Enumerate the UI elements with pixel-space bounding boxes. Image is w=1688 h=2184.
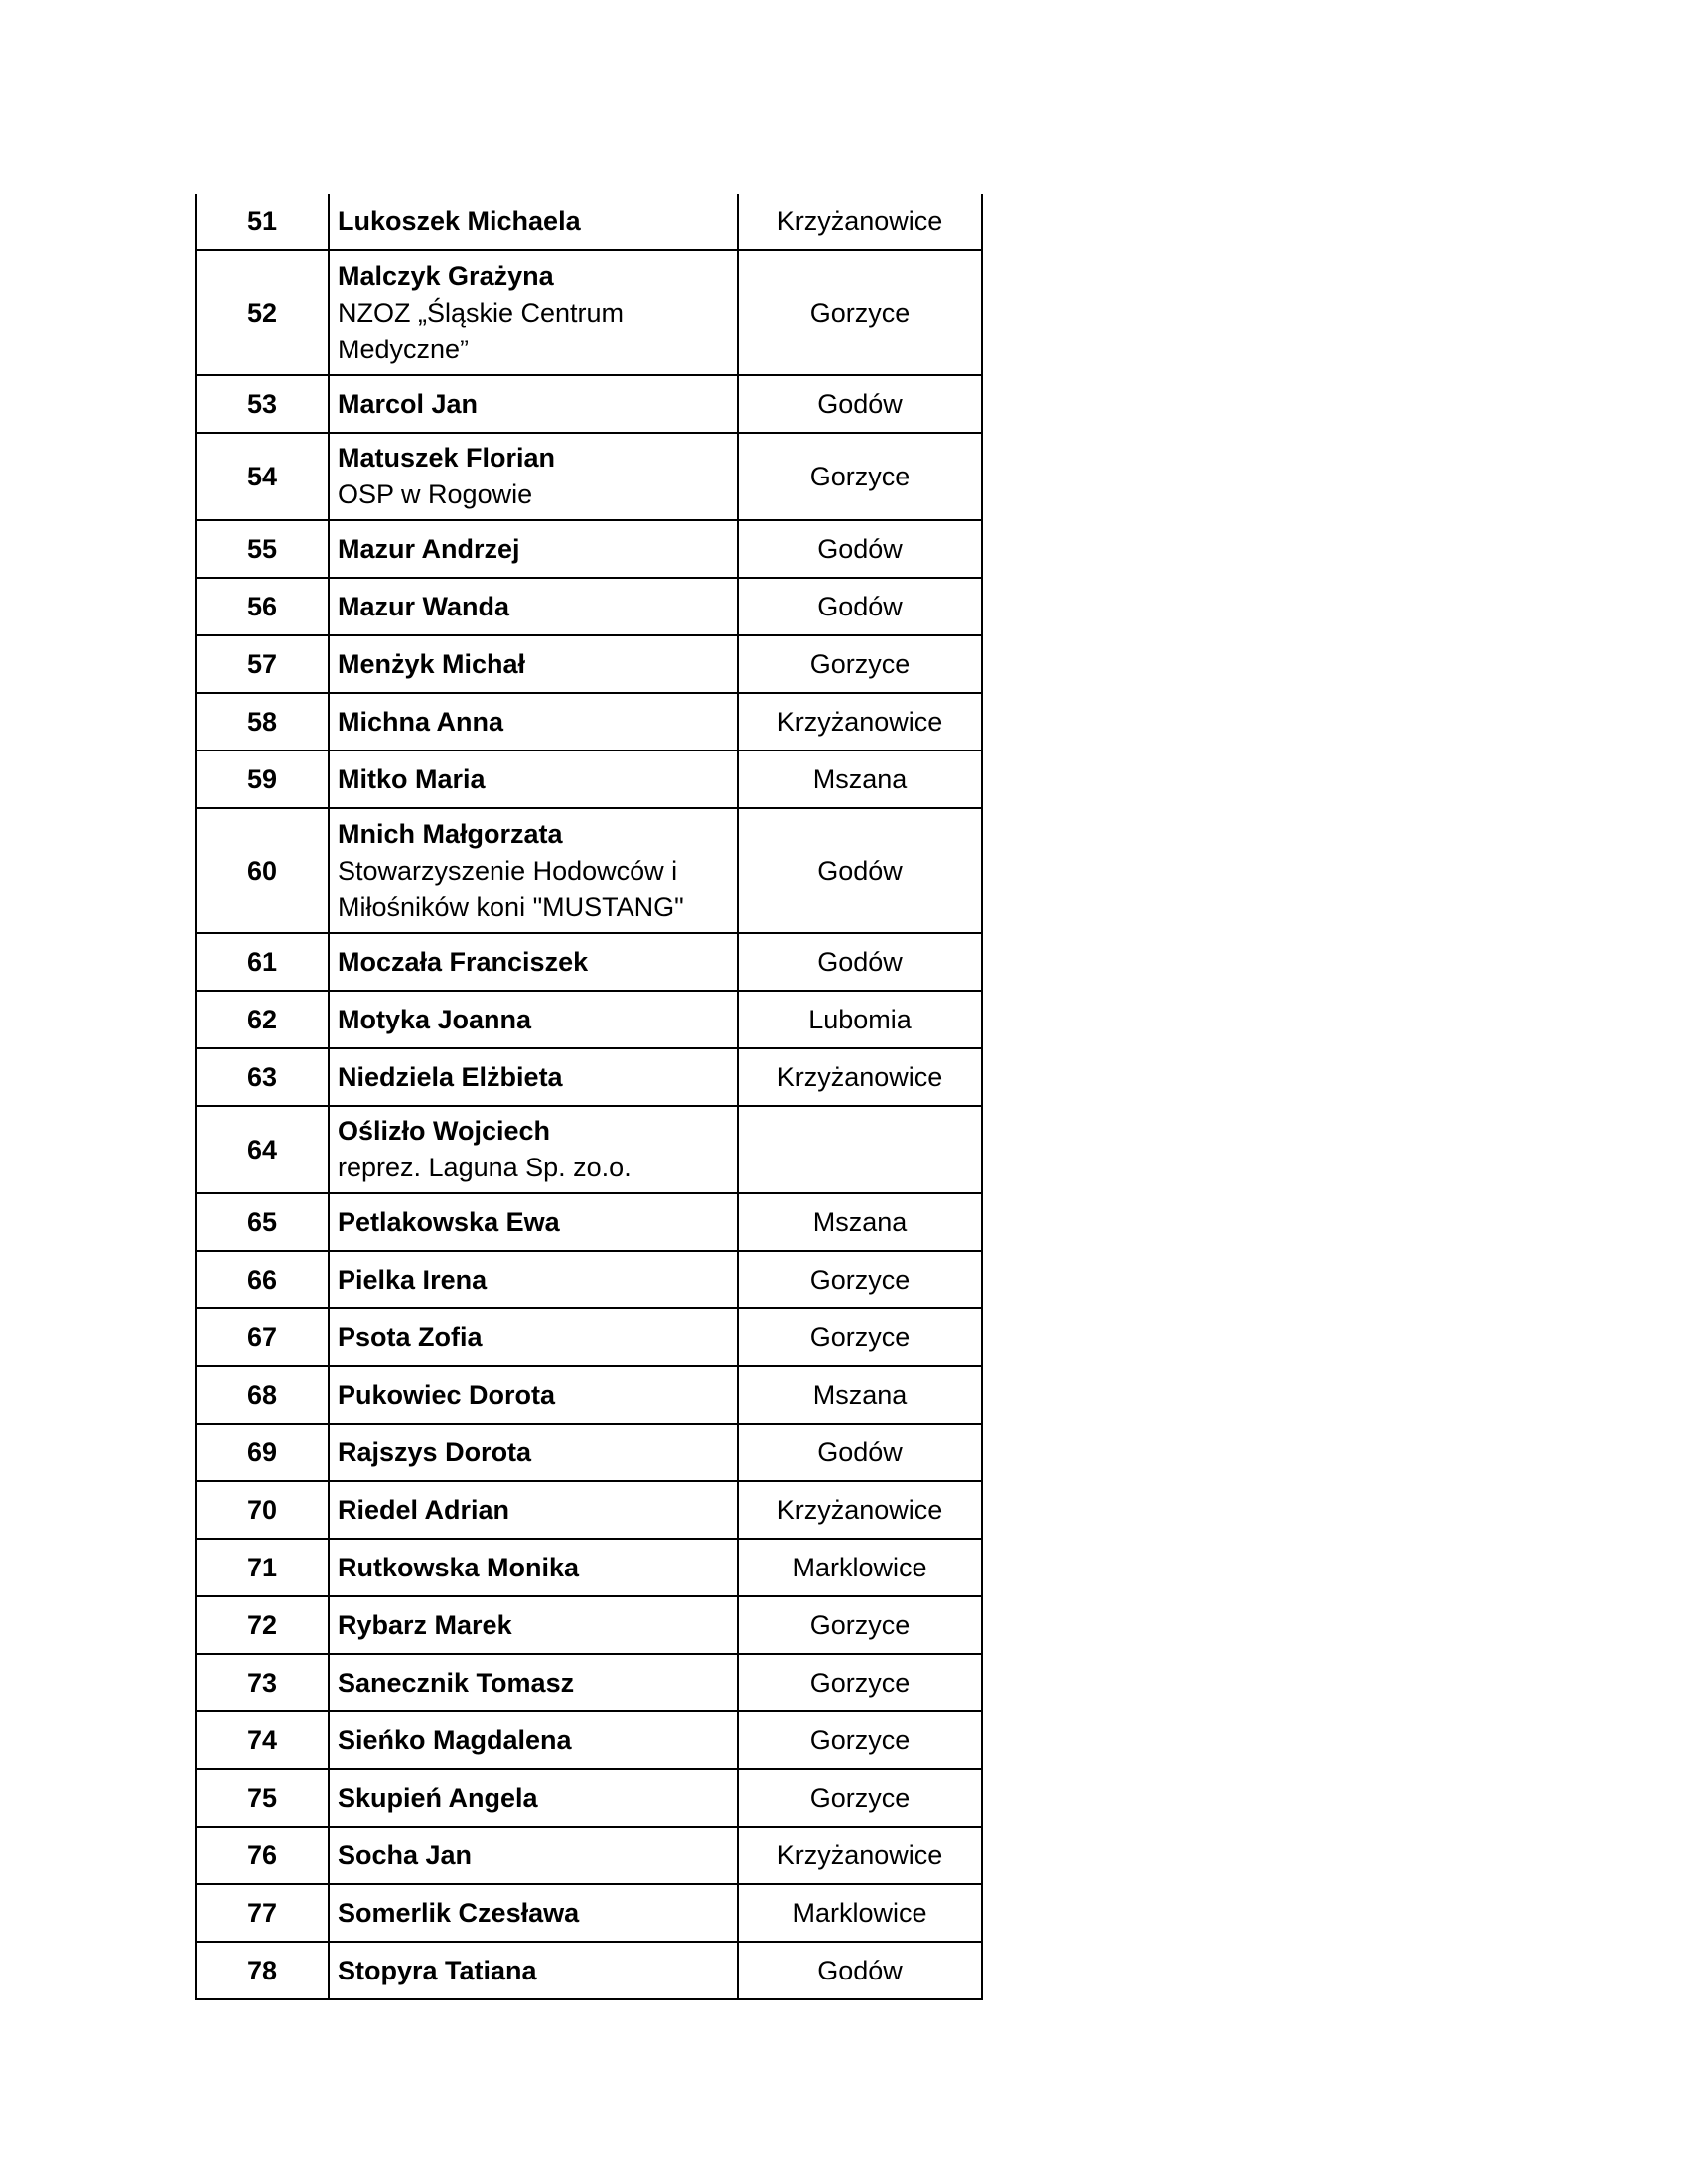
municipality-cell: Krzyżanowice: [738, 1481, 982, 1539]
table-row: [196, 578, 982, 635]
municipality-cell: Gorzyce: [738, 250, 982, 375]
person-name: Rybarz Marek: [338, 1609, 512, 1640]
person-name: Oślizło Wojciech: [338, 1116, 551, 1146]
person-name: Matuszek Florian: [338, 443, 556, 473]
person-name: Sanecznik Tomasz: [338, 1667, 575, 1698]
person-name: Rajszys Dorota: [338, 1436, 532, 1467]
table-row: [196, 1106, 982, 1193]
row-number: 69: [196, 1424, 329, 1481]
municipality-cell: [738, 1106, 982, 1193]
name-cell: [329, 1481, 738, 1539]
municipality-cell: Gorzyce: [738, 433, 982, 520]
row-number: 77: [196, 1884, 329, 1942]
municipality-cell: Gorzyce: [738, 1308, 982, 1366]
row-number: 68: [196, 1366, 329, 1424]
municipality-cell: Gorzyce: [738, 1654, 982, 1711]
table-row: [196, 1366, 982, 1424]
table-row: [196, 1308, 982, 1366]
name-cell: [329, 991, 738, 1048]
row-number: 72: [196, 1596, 329, 1654]
row-number: 55: [196, 520, 329, 578]
name-cell: [329, 808, 738, 933]
row-number: 57: [196, 635, 329, 693]
row-number: 53: [196, 375, 329, 433]
table-row: [196, 1769, 982, 1827]
person-name: Mitko Maria: [338, 763, 486, 794]
name-cell: [329, 578, 738, 635]
person-name: Niedziela Elżbieta: [338, 1061, 563, 1092]
person-name: Motyka Joanna: [338, 1004, 532, 1034]
name-cell: [329, 1251, 738, 1308]
municipality-cell: Krzyżanowice: [738, 1048, 982, 1106]
municipality-cell: Godów: [738, 520, 982, 578]
municipality-cell: Godów: [738, 1942, 982, 1999]
name-cell: [329, 1654, 738, 1711]
name-cell: [329, 693, 738, 751]
person-name: Sieńko Magdalena: [338, 1724, 572, 1755]
table-row: [196, 635, 982, 693]
organization-name: NZOZ „Śląskie Centrum Medyczne”: [338, 297, 625, 364]
name-cell: [329, 375, 738, 433]
row-number: 65: [196, 1193, 329, 1251]
row-number: 59: [196, 751, 329, 808]
row-number: 52: [196, 250, 329, 375]
row-number: 66: [196, 1251, 329, 1308]
person-name: Pukowiec Dorota: [338, 1379, 556, 1410]
row-number: 67: [196, 1308, 329, 1366]
table-row: [196, 194, 982, 250]
name-cell: [329, 635, 738, 693]
name-cell: [329, 520, 738, 578]
organization-name: reprez. Laguna Sp. zo.o.: [338, 1153, 632, 1182]
table-row: [196, 520, 982, 578]
name-cell: [329, 1106, 738, 1193]
table-row: [196, 1711, 982, 1769]
table-row: [196, 1048, 982, 1106]
name-cell: [329, 1827, 738, 1884]
person-name: Mazur Andrzej: [338, 533, 520, 564]
municipality-cell: Godów: [738, 375, 982, 433]
row-number: 51: [196, 194, 329, 250]
municipality-cell: Gorzyce: [738, 1769, 982, 1827]
municipality-cell: Mszana: [738, 1193, 982, 1251]
municipality-cell: Marklowice: [738, 1884, 982, 1942]
row-number: 58: [196, 693, 329, 751]
table-row: [196, 1827, 982, 1884]
table-row: [196, 433, 982, 520]
row-number: 71: [196, 1539, 329, 1596]
municipality-cell: Mszana: [738, 751, 982, 808]
name-cell: [329, 1539, 738, 1596]
name-cell: [329, 1596, 738, 1654]
name-cell: [329, 1769, 738, 1827]
table-row: [196, 375, 982, 433]
name-cell: [329, 1048, 738, 1106]
name-cell: [329, 194, 738, 250]
table-row: [196, 1942, 982, 1999]
name-cell: [329, 1884, 738, 1942]
person-name: Somerlik Czesława: [338, 1897, 580, 1928]
table-row: [196, 1654, 982, 1711]
person-name: Malczyk Grażyna: [338, 260, 554, 291]
person-name: Petlakowska Ewa: [338, 1206, 560, 1237]
table-row: [196, 933, 982, 991]
municipality-cell: Gorzyce: [738, 1596, 982, 1654]
person-name: Menżyk Michał: [338, 648, 526, 679]
table-row: [196, 1481, 982, 1539]
name-cell: [329, 1366, 738, 1424]
table-row: [196, 1596, 982, 1654]
municipality-cell: Lubomia: [738, 991, 982, 1048]
table-row: [196, 751, 982, 808]
row-number: 64: [196, 1106, 329, 1193]
name-cell: [329, 1942, 738, 1999]
municipality-cell: Godów: [738, 808, 982, 933]
participants-table: [195, 194, 983, 2000]
row-number: 62: [196, 991, 329, 1048]
name-cell: [329, 751, 738, 808]
table-row: [196, 1884, 982, 1942]
row-number: 54: [196, 433, 329, 520]
row-number: 61: [196, 933, 329, 991]
organization-name: OSP w Rogowie: [338, 479, 533, 509]
table-row: [196, 1424, 982, 1481]
row-number: 74: [196, 1711, 329, 1769]
row-number: 60: [196, 808, 329, 933]
municipality-cell: Mszana: [738, 1366, 982, 1424]
row-number: 75: [196, 1769, 329, 1827]
municipality-cell: Godów: [738, 933, 982, 991]
person-name: Rutkowska Monika: [338, 1552, 580, 1582]
person-name: Pielka Irena: [338, 1264, 488, 1295]
person-name: Lukoszek Michaela: [338, 205, 581, 236]
table-row: [196, 1193, 982, 1251]
name-cell: [329, 250, 738, 375]
name-cell: [329, 1424, 738, 1481]
row-number: 56: [196, 578, 329, 635]
table-row: [196, 1539, 982, 1596]
person-name: Mnich Małgorzata: [338, 818, 563, 849]
person-name: Socha Jan: [338, 1840, 473, 1870]
person-name: Michna Anna: [338, 706, 504, 737]
municipality-cell: Godów: [738, 1424, 982, 1481]
name-cell: [329, 433, 738, 520]
municipality-cell: Godów: [738, 578, 982, 635]
row-number: 73: [196, 1654, 329, 1711]
row-number: 70: [196, 1481, 329, 1539]
person-name: Psota Zofia: [338, 1321, 483, 1352]
person-name: Skupień Angela: [338, 1782, 538, 1813]
person-name: Riedel Adrian: [338, 1494, 510, 1525]
table-row: [196, 991, 982, 1048]
person-name: Mazur Wanda: [338, 591, 510, 621]
table-row: [196, 808, 982, 933]
person-name: Moczała Franciszek: [338, 946, 589, 977]
municipality-cell: Gorzyce: [738, 1251, 982, 1308]
municipality-cell: Gorzyce: [738, 1711, 982, 1769]
municipality-cell: Marklowice: [738, 1539, 982, 1596]
person-name: Marcol Jan: [338, 388, 479, 419]
municipality-cell: Krzyżanowice: [738, 194, 982, 250]
municipality-cell: Krzyżanowice: [738, 1827, 982, 1884]
row-number: 78: [196, 1942, 329, 1999]
table-row: [196, 1251, 982, 1308]
municipality-cell: Krzyżanowice: [738, 693, 982, 751]
name-cell: [329, 1193, 738, 1251]
municipality-cell: Gorzyce: [738, 635, 982, 693]
table-row: [196, 693, 982, 751]
name-cell: [329, 1711, 738, 1769]
name-cell: [329, 933, 738, 991]
table-row: [196, 250, 982, 375]
row-number: 63: [196, 1048, 329, 1106]
organization-name: Stowarzyszenie Hodowców i Miłośników koni "MUSTANG": [338, 855, 684, 922]
name-cell: [329, 1308, 738, 1366]
person-name: Stopyra Tatiana: [338, 1955, 537, 1985]
row-number: 76: [196, 1827, 329, 1884]
